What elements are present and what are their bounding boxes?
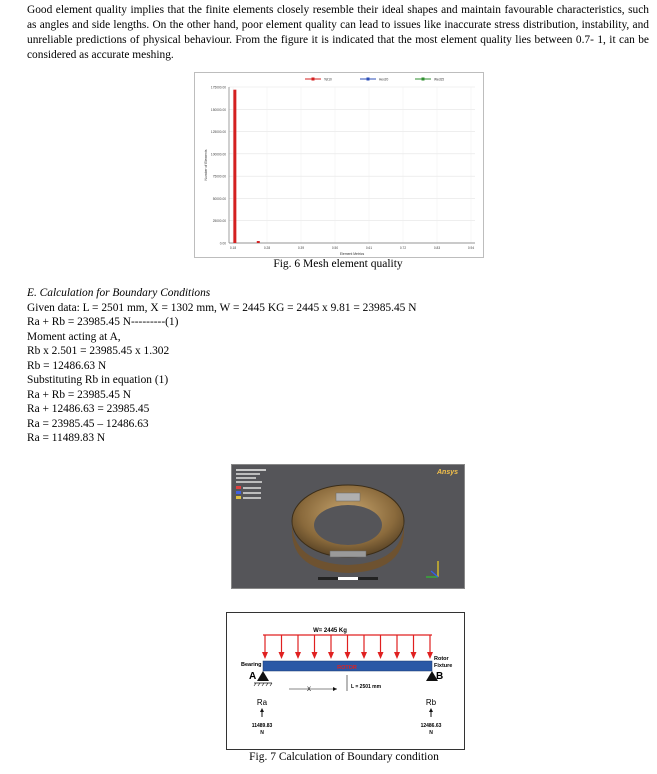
rb-unit: N <box>429 730 433 736</box>
x-axis-label: Element Metrics <box>339 252 365 256</box>
rb-label: Rb <box>425 698 437 707</box>
y-tick-label: 125000.00 <box>210 130 226 135</box>
ansys-logo: Ansys <box>436 469 458 476</box>
pin-support <box>257 671 269 681</box>
load-arrowhead <box>328 652 334 659</box>
calc-line: Substituting Rb in equation (1) <box>27 374 169 386</box>
y-tick-label: 175000.00 <box>210 85 226 90</box>
load-arrowhead <box>312 652 318 659</box>
point-a-label: A <box>249 671 257 682</box>
ra-unit: N <box>260 730 264 736</box>
ra-label: Ra <box>256 698 268 707</box>
load-arrowhead <box>279 652 285 659</box>
calc-line: Ra = 23985.45 – 12486.63 <box>27 417 149 430</box>
section-heading: E. Calculation for Boundary Conditions <box>27 287 211 299</box>
mesh-quality-chart-frame <box>194 72 484 258</box>
calc-line: Ra + Rb = 23985.45 N <box>27 388 131 401</box>
data-bar <box>257 241 260 243</box>
load-arrowhead <box>378 652 384 659</box>
load-arrowhead <box>427 652 433 659</box>
y-tick-label: 100000.00 <box>210 152 226 157</box>
body-paragraph: Good element quality implies that the finite elements closely resemble their ideal shapes and maintain favourable characteristics, such as angles and side lengths. On the other hand, poor element quality can lead to issues like inaccurate stress distribution, instability, and unreliable predictions of physical behaviour. From the figure it is indicated that the most element quality lies between 0.7- 1, it can be considered as accurate meshing. <box>27 4 649 61</box>
y-tick-label: 50000.00 <box>212 196 226 201</box>
calc-line: Given data: L = 2501 mm, X = 1302 mm, W = 2445 KG = 2445 x 9.81 = 23985.45 N <box>27 301 417 314</box>
figure-7-caption: Fig. 7 Calculation of Boundary condition <box>249 751 439 763</box>
x-tick-label: 0.72 <box>399 246 407 250</box>
x-tick-label: 0.39 <box>297 246 305 250</box>
beam-label: ROTOR <box>337 665 357 671</box>
legend-marker <box>422 78 425 81</box>
load-arrowhead <box>295 652 301 659</box>
y-axis-label: Number of Elements <box>204 149 208 181</box>
x-tick-label: 0.50 <box>331 246 339 250</box>
boundary-condition-diagram <box>226 612 465 750</box>
load-arrowhead <box>345 652 351 659</box>
right-support-label: Fixture <box>434 663 453 669</box>
legend-entry: Hex20 <box>379 77 389 82</box>
calc-line: Rb = 12486.63 N <box>27 359 107 372</box>
ra-value: 11489.83 <box>251 723 273 729</box>
mesh-quality-chart <box>195 73 483 257</box>
y-tick-label: 150000.00 <box>210 107 226 112</box>
load-arrowhead <box>411 652 417 659</box>
calc-line: Rb x 2.501 = 23985.45 x 1.302 <box>27 345 170 357</box>
boundary-calculation <box>27 286 416 446</box>
right-support-label: Rotor <box>434 656 449 662</box>
figure-6-caption: Fig. 6 Mesh element quality <box>273 258 403 270</box>
data-bar <box>233 90 236 243</box>
point-b-label: B <box>436 671 444 682</box>
x-label: X <box>307 687 312 693</box>
x-tick-label: 0.18 <box>229 246 237 250</box>
calc-line: Ra = 11489.83 N <box>27 432 106 444</box>
x-tick-label: 0.83 <box>433 246 441 250</box>
left-support-label: Bearing <box>241 662 262 668</box>
y-tick-label: 25000.00 <box>212 219 226 224</box>
distributed-load-arrows <box>262 635 433 659</box>
load-arrowhead <box>394 652 400 659</box>
legend-entry: Wed15 <box>434 77 445 82</box>
calc-line: Ra + Rb = 23985.45 N---------(1) <box>27 316 179 328</box>
legend-entry: Tet10 <box>324 77 332 82</box>
length-label: L = 2501 mm <box>351 684 382 690</box>
x-tick-label: 0.61 <box>365 246 373 250</box>
calc-line: Moment acting at A, <box>27 330 121 343</box>
x-tick-label: 0.28 <box>263 246 271 250</box>
legend-marker <box>367 78 370 81</box>
load-arrowhead <box>262 652 268 659</box>
simulation-render <box>231 464 465 589</box>
rb-value: 12486.63 <box>420 723 442 729</box>
x-tick-label: 0.94 <box>467 246 475 250</box>
y-tick-label: 0.00 <box>219 241 226 246</box>
legend-marker <box>312 78 315 81</box>
calc-line: Ra + 12486.63 = 23985.45 <box>27 403 150 415</box>
load-arrowhead <box>361 652 367 659</box>
load-label: W= 2445 Kg <box>313 628 347 634</box>
y-tick-label: 75000.00 <box>212 174 226 179</box>
rotor-model-icon <box>232 465 464 588</box>
